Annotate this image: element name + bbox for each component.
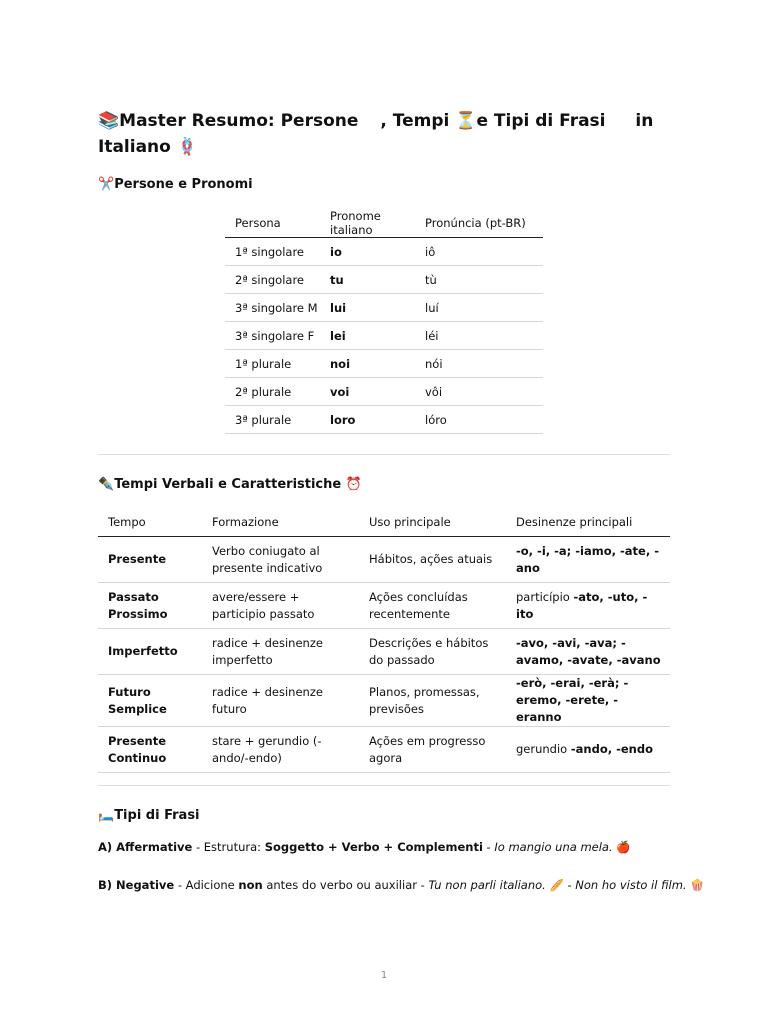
table-row bbox=[98, 629, 670, 675]
affermative-paragraph bbox=[98, 838, 631, 856]
tempo-cell: Passato Prossimo bbox=[98, 583, 202, 629]
negative-example-2: Non ho visto il film. bbox=[575, 878, 687, 892]
section-persone-heading bbox=[98, 176, 253, 194]
desinenze-prefix: particípio bbox=[516, 589, 574, 604]
column-header: Pronúncia (pt-BR) bbox=[415, 208, 543, 238]
pronuncia-cell: iô bbox=[415, 238, 543, 266]
pronuncia-cell: luí bbox=[415, 294, 543, 322]
desinenze-cell bbox=[506, 675, 670, 727]
desinenze-endings: -o, -i, -a; -iamo, -ate, -ano bbox=[516, 543, 659, 575]
persona-cell: 1ª singolare bbox=[225, 238, 320, 266]
section-frasi-title: Tipi di Frasi bbox=[114, 808, 200, 823]
desinenze-endings: -ando, -endo bbox=[570, 742, 653, 756]
pen-icon: ✒️ bbox=[98, 477, 115, 492]
bed-icon: 🛏️ bbox=[98, 808, 115, 823]
apple-icon: 🍎 bbox=[616, 840, 631, 854]
formazione-cell: stare + gerundio (-ando/-endo) bbox=[202, 727, 359, 773]
column-header: Uso principale bbox=[359, 508, 506, 537]
table-row bbox=[225, 378, 543, 406]
desinenze-cell bbox=[506, 583, 670, 629]
pronome-cell: lui bbox=[320, 294, 415, 322]
affermative-sep2: - bbox=[482, 840, 495, 854]
tempo-cell: Futuro Semplice bbox=[98, 675, 202, 727]
affermative-label: A) Affermative bbox=[98, 840, 193, 854]
affermative-structure: Soggetto + Verbo + Complementi bbox=[264, 840, 483, 854]
section-divider bbox=[98, 454, 670, 455]
hourglass-icon: ⏳ bbox=[455, 111, 477, 131]
table-row bbox=[98, 675, 670, 727]
section-persone-title: Persone e Pronomi bbox=[114, 177, 253, 192]
column-header: Tempo bbox=[98, 508, 202, 537]
title-part-3: e Tipi di Frasi bbox=[476, 111, 606, 131]
uso-cell: Planos, promessas, previsões bbox=[359, 675, 506, 727]
persona-cell: 3ª singolare M bbox=[225, 294, 320, 322]
desinenze-endings: -ato, -uto, -ito bbox=[516, 589, 648, 621]
knot-icon: 🪢 bbox=[176, 137, 198, 157]
desinenze-endings: -avo, -avi, -ava; -avamo, -avate, -avano bbox=[516, 635, 661, 667]
tempo-cell: Presente Continuo bbox=[98, 727, 202, 773]
pronome-cell: voi bbox=[320, 378, 415, 406]
desinenze-cell bbox=[506, 727, 670, 773]
books-icon: 📚 bbox=[98, 111, 120, 131]
popcorn-icon: 🍿 bbox=[690, 878, 705, 892]
tempo-cell: Imperfetto bbox=[98, 629, 202, 675]
pronuncia-cell: vôi bbox=[415, 378, 543, 406]
negative-non: non bbox=[238, 878, 263, 892]
table-header-row bbox=[98, 508, 670, 537]
alarm-clock-icon: ⏰ bbox=[345, 477, 362, 492]
formazione-cell: radice + desinenze futuro bbox=[202, 675, 359, 727]
uso-cell: Descrições e hábitos do passado bbox=[359, 629, 506, 675]
title-part-5: Italiano bbox=[98, 137, 171, 157]
uso-cell: Hábitos, ações atuais bbox=[359, 537, 506, 583]
pronuncia-cell: nói bbox=[415, 350, 543, 378]
title-part-2: , Tempi bbox=[380, 111, 450, 131]
formazione-cell: avere/essere + participio passato bbox=[202, 583, 359, 629]
column-header: Desinenze principali bbox=[506, 508, 670, 537]
negative-text1: - Adicione bbox=[174, 878, 239, 892]
pronome-cell: io bbox=[320, 238, 415, 266]
table-header-row bbox=[225, 208, 543, 238]
desinenze-endings: -erò, -erai, -erà; -eremo, -erete, -eranno bbox=[516, 676, 629, 724]
desinenze-prefix: gerundio bbox=[516, 742, 571, 756]
scissors-icon: ✂️ bbox=[98, 177, 115, 192]
negative-text2: antes do verbo ou auxiliar - bbox=[262, 878, 429, 892]
section-frasi-heading bbox=[98, 807, 200, 825]
section-tempi-heading bbox=[98, 476, 362, 494]
persona-cell: 1ª plurale bbox=[225, 350, 320, 378]
affermative-example: Io mangio una mela. bbox=[494, 840, 613, 854]
pronome-cell: loro bbox=[320, 406, 415, 434]
table-row bbox=[225, 322, 543, 350]
negative-example-1: Tu non parli italiano. bbox=[428, 878, 546, 892]
table-row bbox=[98, 583, 670, 629]
pronome-cell: tu bbox=[320, 266, 415, 294]
pronuncia-cell: lóro bbox=[415, 406, 543, 434]
formazione-cell: Verbo coniugato al presente indicativo bbox=[202, 537, 359, 583]
negative-sep: - bbox=[563, 878, 576, 892]
persona-cell: 3ª singolare F bbox=[225, 322, 320, 350]
section-divider bbox=[98, 785, 670, 786]
formazione-cell: radice + desinenze imperfetto bbox=[202, 629, 359, 675]
tempo-cell: Presente bbox=[98, 537, 202, 583]
table-row bbox=[98, 727, 670, 773]
affermative-sep1: - Estrutura: bbox=[192, 840, 265, 854]
column-header: Pronome italiano bbox=[320, 208, 415, 238]
column-header: Formazione bbox=[202, 508, 359, 537]
title-part-4: in bbox=[635, 111, 654, 131]
persona-cell: 3ª plurale bbox=[225, 406, 320, 434]
page-number: 1 bbox=[380, 970, 388, 981]
table-row bbox=[225, 406, 543, 434]
desinenze-cell bbox=[506, 537, 670, 583]
section-tempi-title: Tempi Verbali e Caratteristiche bbox=[114, 477, 342, 492]
persona-cell: 2ª plurale bbox=[225, 378, 320, 406]
pronuncia-cell: tù bbox=[415, 266, 543, 294]
document-title bbox=[98, 108, 658, 160]
tempi-table bbox=[98, 508, 670, 773]
persone-table bbox=[225, 208, 543, 434]
table-row bbox=[98, 537, 670, 583]
pronome-cell: lei bbox=[320, 322, 415, 350]
column-header: Persona bbox=[225, 208, 320, 238]
desinenze-cell bbox=[506, 629, 670, 675]
negative-paragraph bbox=[98, 876, 705, 894]
negative-label: B) Negative bbox=[98, 878, 175, 892]
table-row bbox=[225, 350, 543, 378]
baguette-icon: 🥖 bbox=[549, 878, 564, 892]
uso-cell: Ações concluídas recentemente bbox=[359, 583, 506, 629]
table-row bbox=[225, 238, 543, 266]
title-part-1: Master Resumo: Persone bbox=[119, 111, 359, 131]
uso-cell: Ações em progresso agora bbox=[359, 727, 506, 773]
persona-cell: 2ª singolare bbox=[225, 266, 320, 294]
table-row bbox=[225, 294, 543, 322]
pronome-cell: noi bbox=[320, 350, 415, 378]
pronuncia-cell: léi bbox=[415, 322, 543, 350]
table-row bbox=[225, 266, 543, 294]
